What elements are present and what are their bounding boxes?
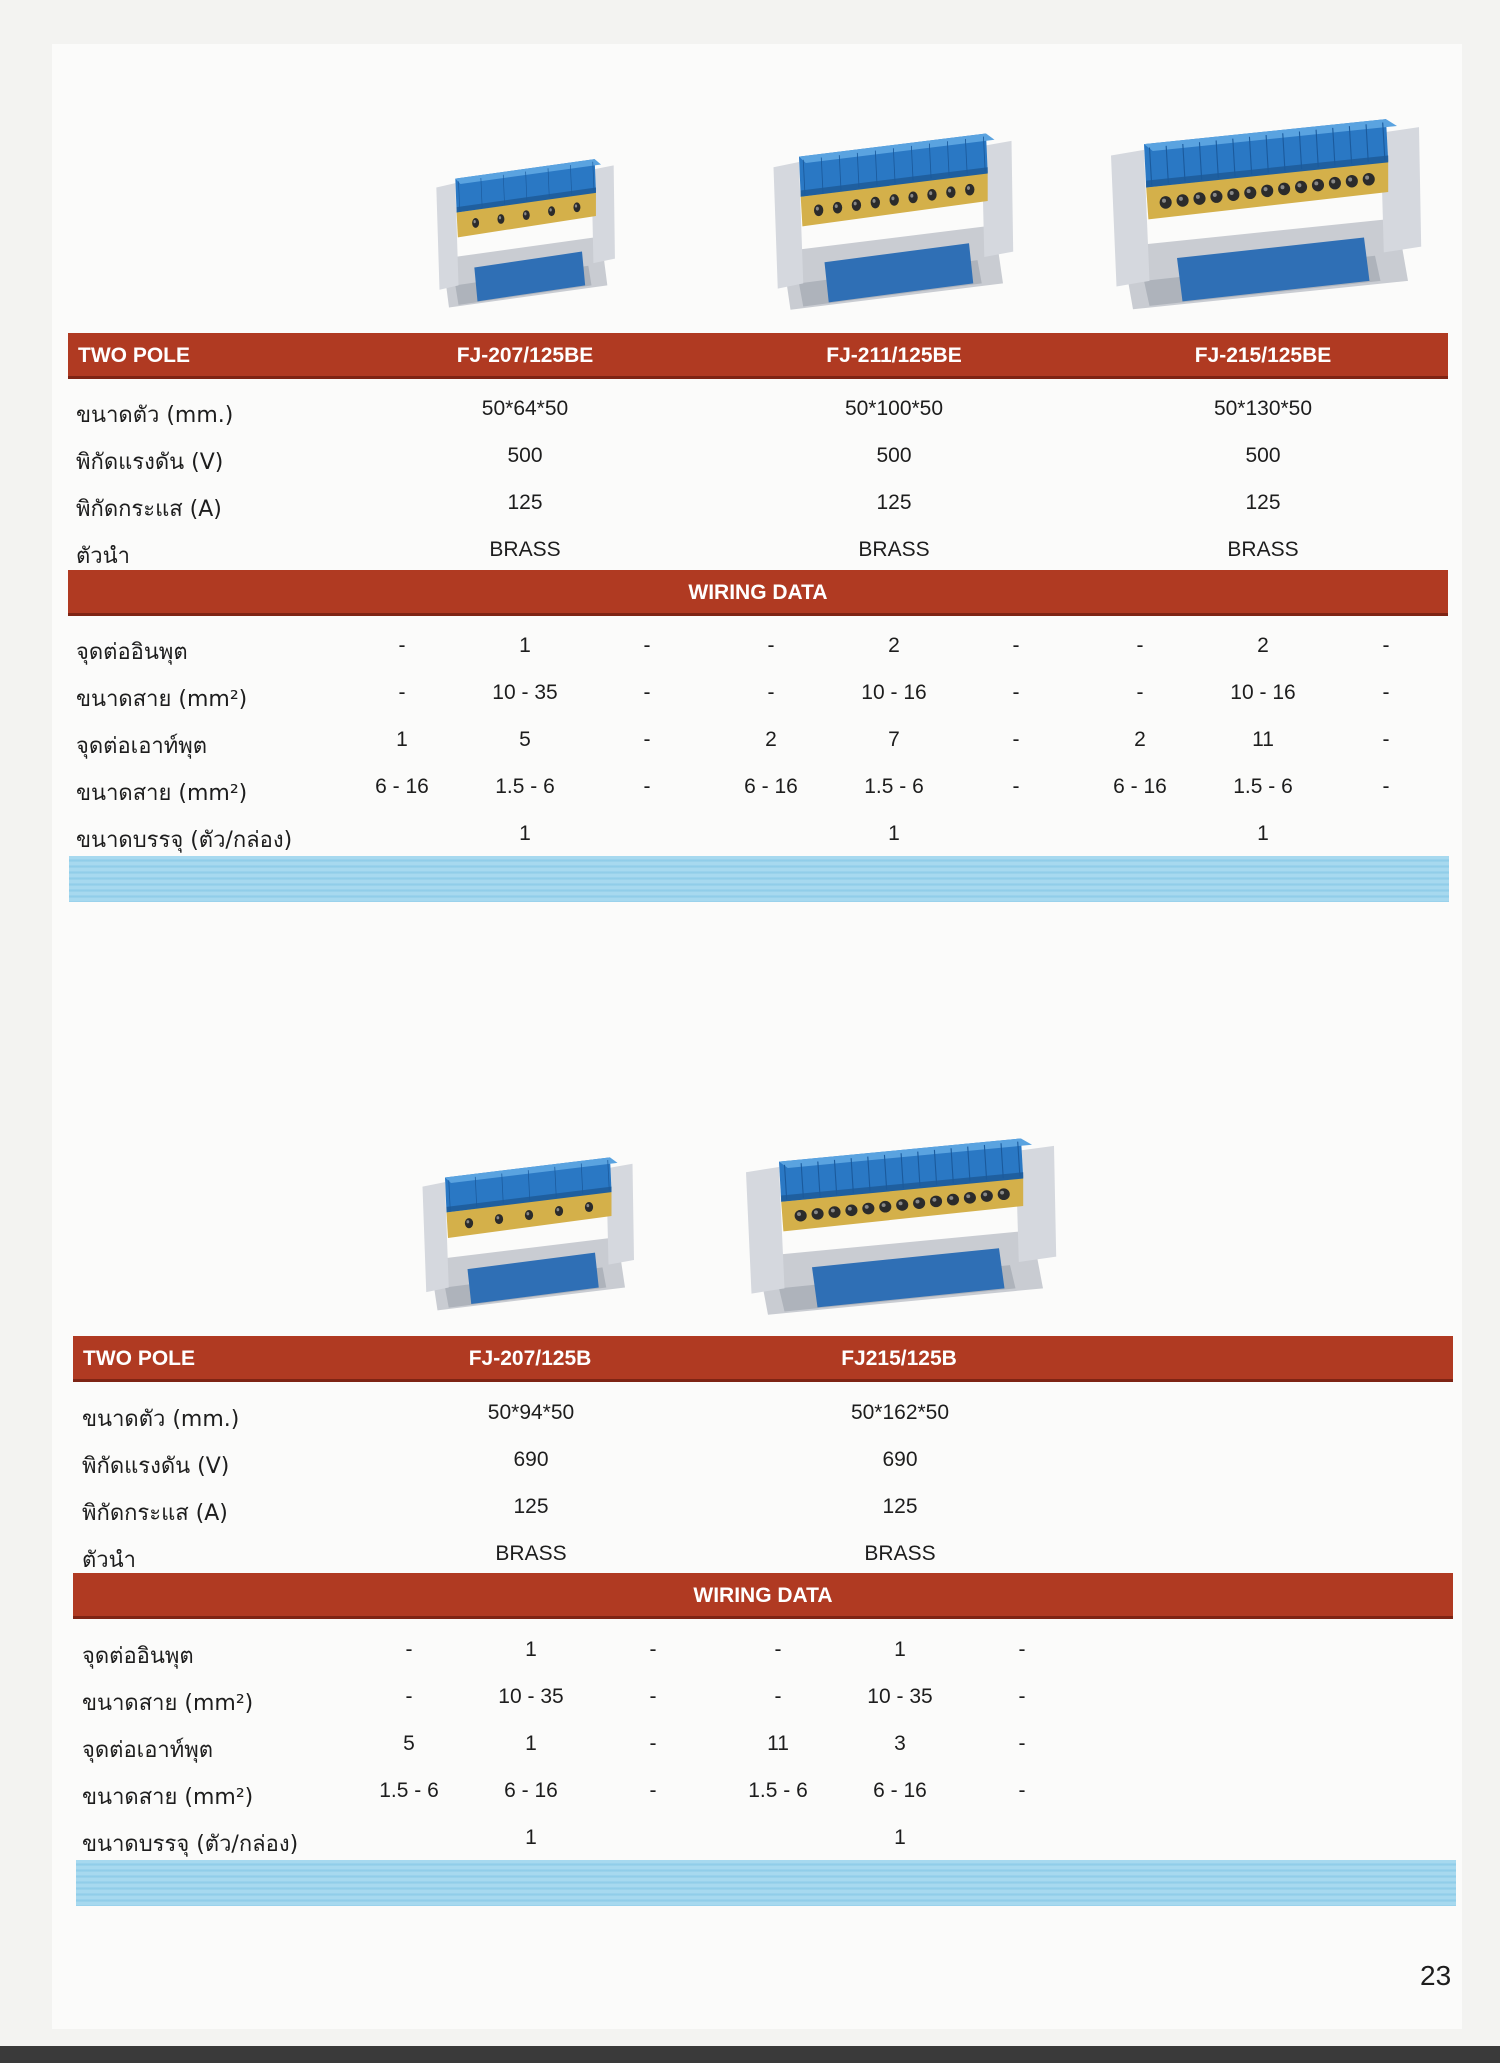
section2-spec-row bbox=[0, 1485, 1500, 1532]
section1-model-3: FJ-215/125BE bbox=[1194, 344, 1332, 367]
wiring-cell: 2 bbox=[1134, 728, 1146, 751]
wiring-cell: 1 bbox=[519, 822, 531, 845]
wiring-cell: 2 bbox=[1257, 634, 1269, 657]
wiring-cell: - bbox=[649, 1685, 657, 1708]
spec-value: 500 bbox=[876, 444, 912, 467]
wiring-cell: 1 bbox=[525, 1638, 537, 1661]
section2-footer-band bbox=[76, 1860, 1456, 1906]
wiring-label: ขนาดบรรจุ (ตัว/กล่อง) bbox=[76, 828, 293, 853]
wiring-cell: - bbox=[398, 634, 406, 657]
section1-footer-band bbox=[69, 856, 1449, 902]
wiring-cell: 1.5 - 6 bbox=[1233, 775, 1293, 798]
section2-spec-row bbox=[0, 1438, 1500, 1485]
wiring-cell: 10 - 16 bbox=[1230, 681, 1296, 704]
wiring-cell: - bbox=[643, 634, 651, 657]
wiring-data-title: WIRING DATA bbox=[693, 1584, 833, 1607]
wiring-label: ขนาดสาย (mm²) bbox=[82, 1691, 254, 1716]
wiring-label: ขนาดสาย (mm²) bbox=[76, 781, 248, 806]
wiring-cell: 6 - 16 bbox=[744, 775, 798, 798]
wiring-cell: - bbox=[405, 1638, 413, 1661]
section1-spec-row bbox=[0, 387, 1500, 434]
wiring-cell: 1.5 - 6 bbox=[748, 1779, 808, 1802]
wiring-cell: - bbox=[1012, 634, 1020, 657]
product-image-fj-207-125b bbox=[415, 1150, 640, 1315]
spec-label: ขนาดตัว (mm.) bbox=[82, 1407, 240, 1432]
spec-value: BRASS bbox=[495, 1542, 567, 1565]
spec-value: 50*64*50 bbox=[481, 397, 569, 420]
section2-model-2: FJ215/125B bbox=[841, 1347, 957, 1370]
wiring-data-title: WIRING DATA bbox=[688, 581, 828, 604]
wiring-cell: - bbox=[1136, 634, 1144, 657]
section1-model-2: FJ-211/125BE bbox=[826, 344, 962, 367]
wiring-cell: - bbox=[774, 1638, 782, 1661]
section1-wiring-header bbox=[68, 570, 1448, 616]
spec-label: ตัวนำ bbox=[76, 544, 131, 569]
spec-value: 690 bbox=[513, 1448, 549, 1471]
section1-header-title: TWO POLE bbox=[78, 344, 190, 367]
spec-value: 500 bbox=[507, 444, 543, 467]
product-image-fj-215-125be bbox=[1100, 110, 1430, 315]
section2-wiring-row bbox=[0, 1628, 1500, 1675]
wiring-cell: 6 - 16 bbox=[1113, 775, 1167, 798]
section2-wiring-header bbox=[73, 1573, 1453, 1619]
wiring-cell: - bbox=[767, 634, 775, 657]
spec-value: 125 bbox=[882, 1495, 918, 1518]
spec-value: 690 bbox=[882, 1448, 918, 1471]
wiring-cell: - bbox=[1012, 775, 1020, 798]
wiring-cell: 6 - 16 bbox=[375, 775, 429, 798]
wiring-cell: - bbox=[1018, 1732, 1026, 1755]
product-image-fj-211-125be bbox=[765, 125, 1020, 315]
wiring-label: จุดต่ออินพุต bbox=[76, 640, 188, 665]
spec-value: 125 bbox=[1245, 491, 1281, 514]
product-image-fj-207-125be bbox=[430, 152, 620, 312]
wiring-cell: - bbox=[767, 681, 775, 704]
section1-wiring-row bbox=[0, 718, 1500, 765]
product-image-fj215-125b bbox=[735, 1130, 1065, 1320]
section1-wiring-row bbox=[0, 812, 1500, 859]
wiring-cell: 6 - 16 bbox=[873, 1779, 927, 1802]
wiring-label: จุดต่อเอาท์พุต bbox=[82, 1738, 214, 1763]
wiring-cell: 10 - 35 bbox=[492, 681, 558, 704]
wiring-cell: 1 bbox=[888, 822, 900, 845]
wiring-label: ขนาดสาย (mm²) bbox=[82, 1785, 254, 1810]
wiring-cell: 1 bbox=[894, 1638, 906, 1661]
wiring-cell: 3 bbox=[894, 1732, 906, 1755]
wiring-cell: 1 bbox=[525, 1732, 537, 1755]
wiring-cell: - bbox=[1018, 1779, 1026, 1802]
wiring-cell: 2 bbox=[765, 728, 777, 751]
spec-value: BRASS bbox=[864, 1542, 936, 1565]
wiring-label: ขนาดสาย (mm²) bbox=[76, 687, 248, 712]
wiring-cell: 10 - 16 bbox=[861, 681, 927, 704]
spec-value: 50*162*50 bbox=[850, 1401, 950, 1424]
wiring-cell: - bbox=[1382, 728, 1390, 751]
spec-label: พิกัดแรงดัน (V) bbox=[82, 1454, 230, 1479]
wiring-cell: - bbox=[649, 1779, 657, 1802]
wiring-cell: 11 bbox=[767, 1732, 789, 1755]
wiring-cell: - bbox=[1136, 681, 1144, 704]
section2-header-title: TWO POLE bbox=[83, 1347, 195, 1370]
spec-value: 50*100*50 bbox=[844, 397, 944, 420]
scan-edge bbox=[0, 2046, 1500, 2063]
section2-spec-row bbox=[0, 1532, 1500, 1579]
spec-label: พิกัดแรงดัน (V) bbox=[76, 450, 224, 475]
spec-value: 50*130*50 bbox=[1213, 397, 1313, 420]
section1-model-1: FJ-207/125BE bbox=[456, 344, 594, 367]
section1-wiring-row bbox=[0, 624, 1500, 671]
section2-model-1: FJ-207/125B bbox=[468, 1347, 592, 1370]
page-number: 23 bbox=[1420, 1960, 1452, 1991]
section1-spec-row bbox=[0, 528, 1500, 575]
wiring-cell: 1.5 - 6 bbox=[864, 775, 924, 798]
wiring-cell: 1 bbox=[894, 1826, 906, 1849]
wiring-cell: - bbox=[1382, 634, 1390, 657]
wiring-cell: 2 bbox=[888, 634, 900, 657]
wiring-cell: - bbox=[1018, 1685, 1026, 1708]
section2-wiring-row bbox=[0, 1675, 1500, 1722]
spec-value: BRASS bbox=[858, 538, 930, 561]
wiring-cell: 1 bbox=[1257, 822, 1269, 845]
section1-wiring-row bbox=[0, 671, 1500, 718]
wiring-cell: - bbox=[398, 681, 406, 704]
wiring-cell: - bbox=[649, 1638, 657, 1661]
wiring-cell: - bbox=[1012, 728, 1020, 751]
spec-value: 500 bbox=[1245, 444, 1281, 467]
section1-header bbox=[68, 333, 1448, 379]
wiring-label: จุดต่อเอาท์พุต bbox=[76, 734, 208, 759]
wiring-cell: 5 bbox=[519, 728, 531, 751]
wiring-cell: - bbox=[1382, 775, 1390, 798]
section2-wiring-row bbox=[0, 1816, 1500, 1863]
section2-wiring-row bbox=[0, 1722, 1500, 1769]
wiring-cell: 1 bbox=[525, 1826, 537, 1849]
wiring-cell: 5 bbox=[403, 1732, 415, 1755]
wiring-cell: 1.5 - 6 bbox=[495, 775, 555, 798]
spec-label: พิกัดกระแส (A) bbox=[82, 1501, 228, 1526]
wiring-cell: - bbox=[643, 775, 651, 798]
section1-spec-row bbox=[0, 434, 1500, 481]
spec-label: ขนาดตัว (mm.) bbox=[76, 403, 234, 428]
wiring-cell: 7 bbox=[888, 728, 900, 751]
wiring-cell: - bbox=[643, 728, 651, 751]
wiring-cell: 11 bbox=[1252, 728, 1274, 751]
spec-value: 125 bbox=[513, 1495, 549, 1518]
wiring-cell: 1.5 - 6 bbox=[379, 1779, 439, 1802]
spec-value: BRASS bbox=[1227, 538, 1299, 561]
spec-value: 125 bbox=[507, 491, 543, 514]
wiring-cell: 6 - 16 bbox=[504, 1779, 558, 1802]
spec-label: พิกัดกระแส (A) bbox=[76, 497, 222, 522]
wiring-cell: - bbox=[1012, 681, 1020, 704]
wiring-cell: - bbox=[405, 1685, 413, 1708]
wiring-cell: - bbox=[1018, 1638, 1026, 1661]
wiring-cell: - bbox=[649, 1732, 657, 1755]
wiring-label: จุดต่ออินพุต bbox=[82, 1644, 194, 1669]
section1-spec-row bbox=[0, 481, 1500, 528]
section2-spec-row bbox=[0, 1391, 1500, 1438]
wiring-label: ขนาดบรรจุ (ตัว/กล่อง) bbox=[82, 1832, 299, 1857]
wiring-cell: - bbox=[643, 681, 651, 704]
wiring-cell: 1 bbox=[519, 634, 531, 657]
spec-value: 50*94*50 bbox=[487, 1401, 575, 1424]
spec-value: BRASS bbox=[489, 538, 561, 561]
wiring-cell: 1 bbox=[396, 728, 408, 751]
spec-value: 125 bbox=[876, 491, 912, 514]
spec-label: ตัวนำ bbox=[82, 1548, 137, 1573]
wiring-cell: - bbox=[774, 1685, 782, 1708]
wiring-cell: 10 - 35 bbox=[867, 1685, 933, 1708]
wiring-cell: 10 - 35 bbox=[498, 1685, 564, 1708]
wiring-cell: - bbox=[1382, 681, 1390, 704]
section1-wiring-row bbox=[0, 765, 1500, 812]
section2-header bbox=[73, 1336, 1453, 1382]
section2-wiring-row bbox=[0, 1769, 1500, 1816]
